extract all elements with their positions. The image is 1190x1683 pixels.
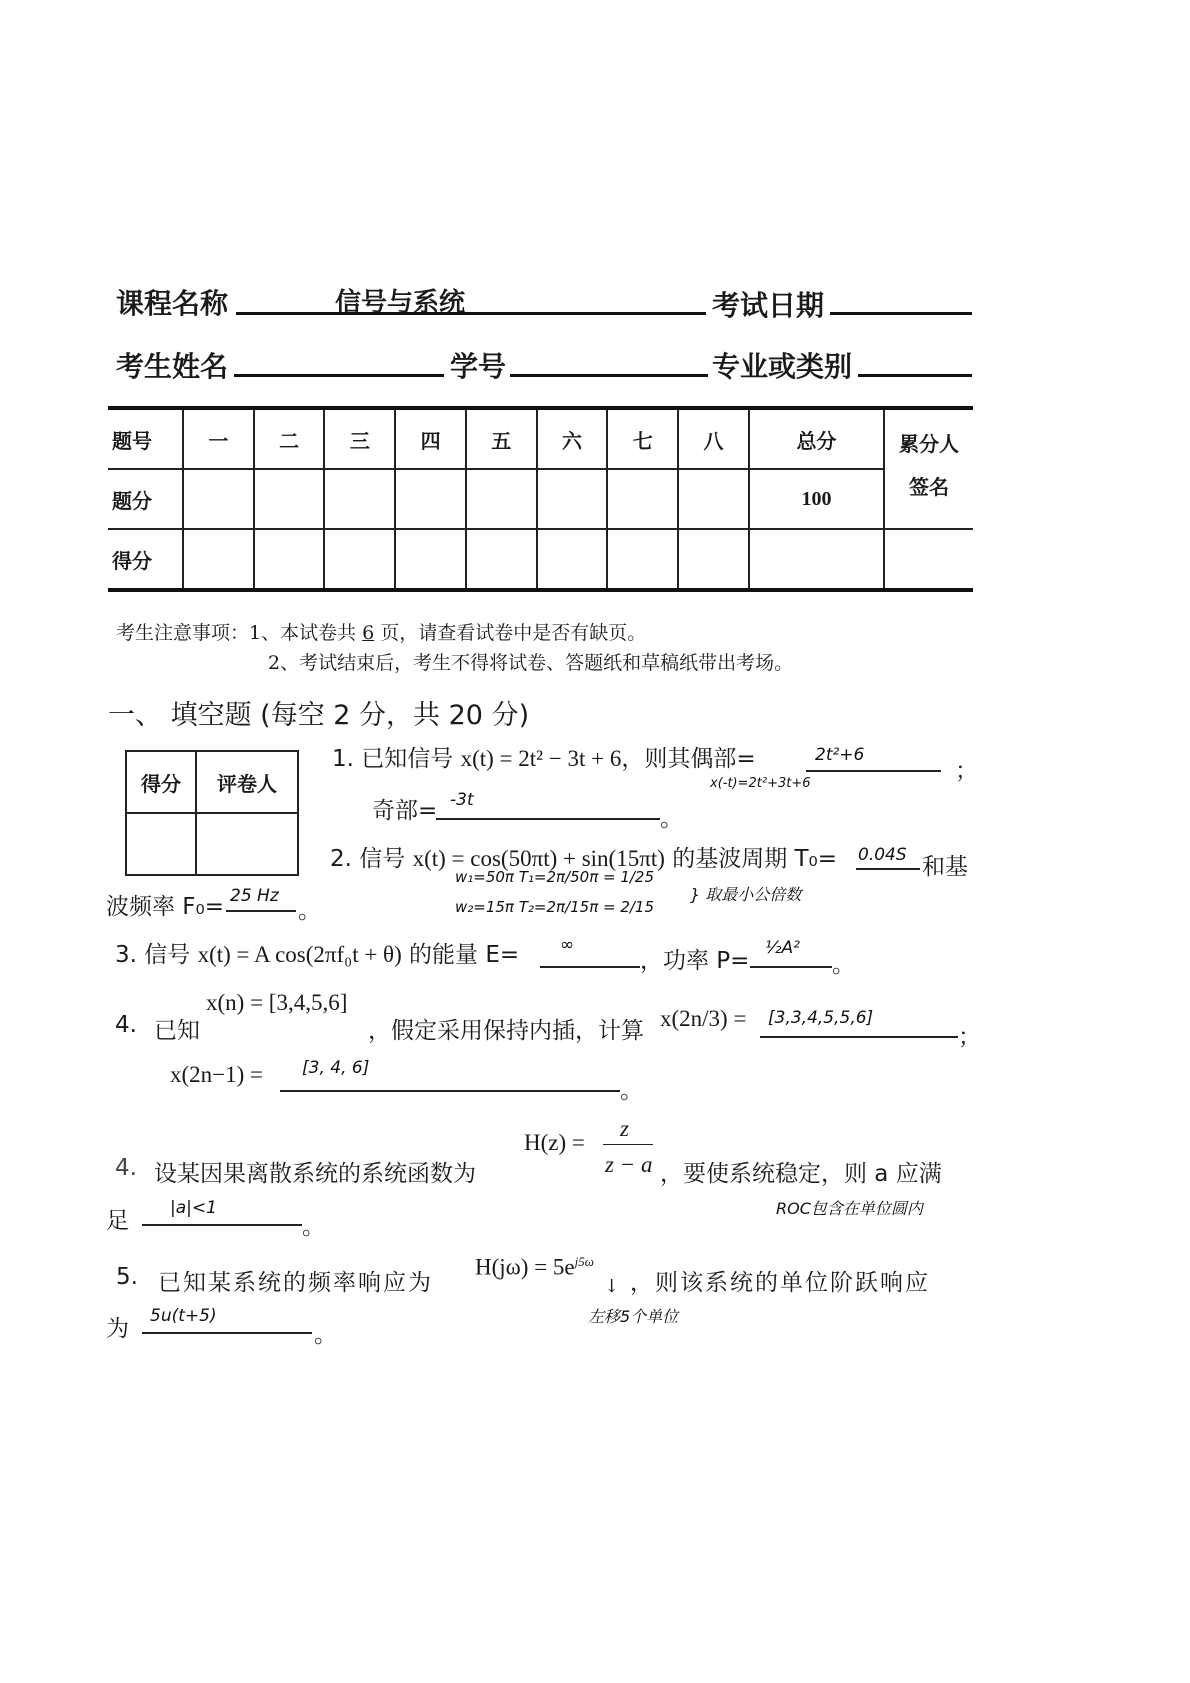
q2-end: 。	[298, 898, 321, 924]
q4b-end: 。	[302, 1214, 325, 1240]
student-name-label: 考生姓名	[116, 350, 229, 383]
row-label-question-number: 题号	[108, 408, 183, 469]
col-1: 一	[183, 408, 254, 469]
total-max-score: 100	[749, 469, 884, 529]
q4-formula2: x(2n/3) =	[660, 1006, 747, 1031]
course-name-label: 课程名称	[116, 287, 229, 320]
q2-period-blank	[856, 868, 920, 870]
max-score-cell[interactable]	[466, 469, 537, 529]
q4-semicolon: ；	[958, 1024, 981, 1050]
signer-cell	[884, 408, 973, 529]
signer-field[interactable]	[884, 529, 973, 590]
q5-number: 5.	[116, 1264, 138, 1290]
q2-period-label: 的基波周期 T₀=	[672, 846, 838, 872]
max-score-cell[interactable]	[183, 469, 254, 529]
q3-energy-label: 的能量 E=	[409, 942, 520, 968]
q1-end: 。	[660, 806, 683, 832]
q1-odd-blank	[436, 818, 660, 820]
major-label: 专业或类别	[712, 350, 853, 383]
row-label-earned-score: 得分	[108, 529, 183, 590]
q3-power-answer[interactable]: ½A²	[765, 938, 800, 958]
col-2: 二	[254, 408, 325, 469]
q4b-number: 4.	[115, 1155, 137, 1181]
q4-mid: ，假定采用保持内插，计算	[368, 1018, 644, 1044]
col-3: 三	[324, 408, 395, 469]
q4b-prefix: 设某因果离散系统的系统函数为	[154, 1161, 476, 1187]
q4b-answer[interactable]: |a|<1	[170, 1198, 217, 1218]
max-score-cell[interactable]	[395, 469, 466, 529]
grader-name-label: 评卷人	[196, 751, 298, 813]
earned-score-cell[interactable]	[537, 529, 608, 590]
q3-prefix: 信号	[144, 942, 191, 968]
q1-odd-answer[interactable]: -3t	[450, 790, 474, 810]
q5-formula	[475, 1254, 594, 1281]
earned-score-row	[108, 529, 973, 590]
arrow-down-icon: ↓	[604, 1276, 620, 1297]
q5-answer[interactable]: 5u(t+5)	[150, 1306, 217, 1326]
q3-line	[115, 936, 519, 969]
col-total: 总分	[749, 408, 884, 469]
q2-freq-answer[interactable]: 25 Hz	[230, 886, 279, 906]
q4-answer1[interactable]: [3,3,4,5,5,6]	[768, 1008, 874, 1028]
earned-score-cell[interactable]	[749, 529, 884, 590]
notes-label: 考生注意事项：	[116, 622, 250, 644]
grader-box	[125, 750, 299, 876]
q3-formula: x(t) = A cos(2πf₀t + θ)	[197, 942, 402, 967]
max-score-cell[interactable]	[537, 469, 608, 529]
q4b-answer-blank	[142, 1224, 302, 1226]
col-6: 六	[537, 408, 608, 469]
q4b-fraction-bar	[603, 1144, 653, 1145]
q4b-numerator: z	[620, 1116, 629, 1141]
notes-line1-prefix: 1、本试卷共	[249, 622, 363, 644]
grader-name-field[interactable]	[196, 813, 298, 875]
grader-score-field[interactable]	[126, 813, 196, 875]
course-name-line	[236, 312, 706, 315]
signer-label-line1: 累分人	[899, 432, 959, 456]
earned-score-cell[interactable]	[395, 529, 466, 590]
max-score-cell[interactable]	[607, 469, 678, 529]
q2-period-answer[interactable]: 0.04S	[858, 845, 907, 865]
col-7: 七	[607, 408, 678, 469]
q1-prefix: 已知信号	[361, 746, 454, 772]
q4-formula: x(n) = [3,4,5,6]	[206, 990, 348, 1015]
q5-formula-base: H(jω) = 5e	[475, 1254, 575, 1280]
page-count: 6	[362, 622, 375, 644]
q2-prefix: 信号	[359, 846, 406, 872]
q1-even-label: ，则其偶部=	[621, 746, 756, 772]
q3-energy-blank	[540, 966, 640, 968]
q4-answer2-blank	[280, 1090, 620, 1092]
q1-even-blank	[806, 770, 941, 772]
notes-line1	[116, 618, 646, 645]
q2-freq-label: 波频率 F₀=	[106, 894, 225, 920]
q5-mid: ，则该系统的单位阶跃响应	[630, 1270, 930, 1296]
grader-score-label: 得分	[126, 751, 196, 813]
q4-formula3: x(2n−1) =	[170, 1062, 264, 1087]
q4-end: 。	[620, 1078, 643, 1104]
q5-answer-blank	[142, 1332, 312, 1334]
max-score-cell[interactable]	[254, 469, 325, 529]
q5-exponent: j5ω	[574, 1254, 594, 1269]
q4-number: 4.	[115, 1012, 137, 1038]
earned-score-cell[interactable]	[324, 529, 395, 590]
q4b-formula-lhs: H(z) =	[524, 1130, 585, 1155]
earned-score-cell[interactable]	[183, 529, 254, 590]
exam-date-field[interactable]	[830, 312, 972, 315]
q4-answer1-blank	[760, 1036, 958, 1038]
col-4: 四	[395, 408, 466, 469]
earned-score-cell[interactable]	[607, 529, 678, 590]
q1-number: 1.	[332, 746, 354, 772]
q3-energy-answer[interactable]: ∞	[560, 935, 575, 955]
q5-prefix: 已知某系统的频率响应为	[158, 1270, 433, 1296]
max-score-row	[108, 469, 973, 529]
major-field[interactable]	[858, 374, 972, 377]
earned-score-cell[interactable]	[254, 529, 325, 590]
signer-label-line2: 签名	[909, 475, 949, 499]
q2-work-line1: w₁=50π T₁=2π/50π = 1/25	[455, 868, 655, 886]
course-name-value[interactable]: 信号与系统	[335, 288, 466, 318]
q2-formula: x(t) = cos(50πt) + sin(15πt)	[412, 846, 665, 871]
q1-formula: x(t) = 2t² − 3t + 6	[460, 746, 622, 771]
q3-power-blank	[750, 966, 832, 968]
q1-odd-label: 奇部=	[372, 798, 438, 824]
q5-end: 。	[314, 1322, 337, 1348]
earned-score-cell[interactable]	[678, 529, 749, 590]
q2-work-note: } 取最小公倍数	[690, 885, 802, 904]
q4b-denominator: z − a	[605, 1152, 653, 1177]
max-score-cell[interactable]	[324, 469, 395, 529]
student-name-field[interactable]	[234, 374, 444, 377]
student-id-label: 学号	[450, 350, 507, 383]
q5-note: 左移5个单位	[588, 1307, 679, 1326]
notes-line2: 2、考试结束后，考生不得将试卷、答题纸和草稿纸带出考场。	[268, 652, 794, 674]
col-8: 八	[678, 408, 749, 469]
section-title: 一、 填空题 (每空 2 分，共 20 分)	[108, 700, 530, 731]
score-table	[108, 406, 973, 592]
q2-and: 和基	[922, 854, 968, 880]
q3-end: 。	[832, 952, 855, 978]
q4b-note: ROC包含在单位圆内	[776, 1199, 923, 1218]
student-id-field[interactable]	[510, 374, 708, 377]
q5-line2-prefix: 为	[106, 1316, 129, 1342]
q1-note: x(-t)=2t²+3t+6	[710, 776, 811, 791]
max-score-cell[interactable]	[678, 469, 749, 529]
col-5: 五	[466, 408, 537, 469]
q3-number: 3.	[115, 942, 137, 968]
q2-number: 2.	[330, 846, 352, 872]
q1-semicolon: ；	[955, 758, 978, 784]
row-label-max-score: 题分	[108, 469, 183, 529]
q4-prefix: 已知	[154, 1018, 200, 1044]
earned-score-cell[interactable]	[466, 529, 537, 590]
q1-even-answer[interactable]: 2t²+6	[815, 745, 865, 765]
q4b-mid: ，要使系统稳定，则 a 应满	[660, 1161, 942, 1187]
exam-date-label: 考试日期	[712, 289, 825, 322]
q2-work-line2: w₂=15π T₂=2π/15π = 2/15	[455, 898, 655, 916]
q3-power-label: ，功率 P=	[640, 948, 750, 974]
q4b-line2-prefix: 足	[106, 1208, 129, 1234]
q4-answer2[interactable]: [3, 4, 6]	[302, 1058, 370, 1078]
q2-freq-blank	[226, 910, 296, 912]
question-number-row	[108, 408, 973, 469]
notes-line1-suffix: 页，请查看试卷中是否有缺页。	[374, 622, 647, 644]
q1-line1	[332, 740, 756, 773]
